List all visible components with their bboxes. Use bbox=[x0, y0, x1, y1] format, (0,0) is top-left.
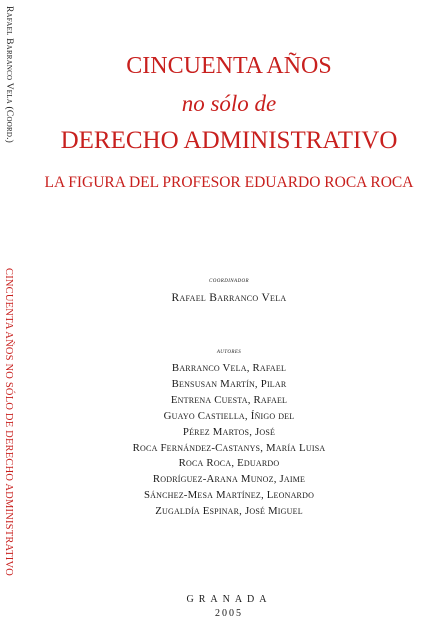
author-name: Zugaldía Espinar, José Miguel bbox=[155, 505, 303, 518]
subtitle: LA FIGURA DEL PROFESOR EDUARDO ROCA ROCA bbox=[44, 174, 414, 191]
spine-editor-text: Rafael Barranco Vela (Coord.) bbox=[4, 6, 14, 144]
publication-year: 2005 bbox=[215, 608, 243, 619]
publisher-city: GRANADA bbox=[186, 594, 272, 605]
author-name: Entrena Cuesta, Rafael bbox=[170, 393, 288, 406]
author-name: Roca Roca, Eduardo bbox=[178, 457, 280, 470]
authors-list bbox=[28, 361, 430, 520]
spine-title-text: CINCUENTA AÑOS NO SÓLO DE DERECHO ADMINISTRATIVO bbox=[3, 268, 14, 577]
title-line-3: DERECHO ADMINISTRATIVO bbox=[60, 127, 398, 154]
author-name: Guayo Castiella, Íñigo del bbox=[163, 409, 295, 422]
author-name: Barranco Vela, Rafael bbox=[171, 362, 287, 374]
authors-label: autores bbox=[216, 346, 242, 355]
author-name: Pérez Martos, José bbox=[182, 425, 276, 438]
author-name: Sánchez-Mesa Martínez, Leonardo bbox=[143, 489, 315, 502]
author-name: Bensusan Martín, Pilar bbox=[171, 377, 287, 390]
coordinator-name: Rafael Barranco Vela bbox=[171, 292, 287, 304]
author-name: Rodríguez-Arana Munoz, Jaime bbox=[152, 473, 306, 486]
author-name: Roca Fernández-Castanys, María Luisa bbox=[132, 441, 326, 454]
coordinator-label: coordinador bbox=[209, 275, 249, 284]
title-line-2: no sólo de bbox=[181, 91, 277, 116]
title-line-1: CINCUENTA AÑOS bbox=[126, 53, 332, 79]
